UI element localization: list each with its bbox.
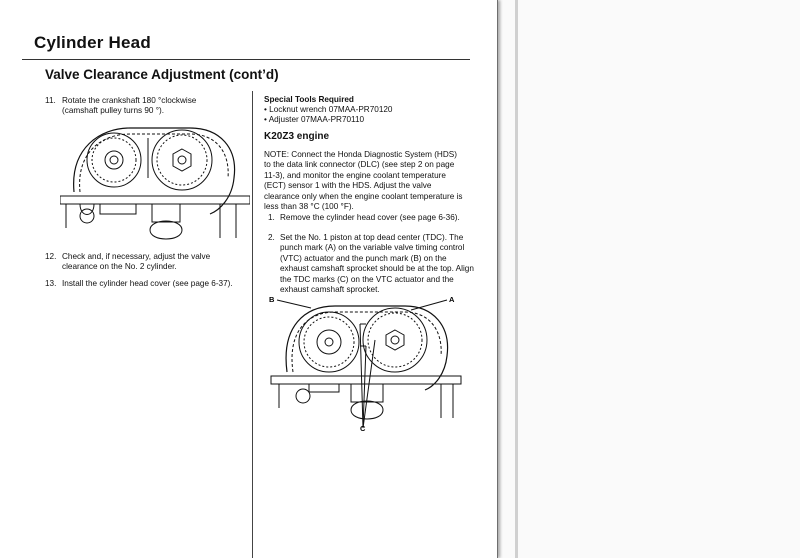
engine-heading: K20Z3 engine <box>264 131 330 142</box>
section-subtitle: Valve Clearance Adjustment (cont’d) <box>45 67 279 82</box>
step-number: 12. <box>45 252 57 261</box>
label-a: A <box>449 295 455 304</box>
step-text: Remove the cylinder head cover (see page 6-36). <box>280 213 460 222</box>
camshaft-diagram-left <box>60 118 250 248</box>
title-divider <box>22 59 470 60</box>
special-tools-heading: Special Tools Required <box>264 95 354 104</box>
vtc-timing-diagram <box>265 290 465 435</box>
viewer-background <box>499 0 800 558</box>
note-text: NOTE: Connect the Honda Diagnostic System (HDS) to the data link connector (DLC) (see step 2 on page 11-3), and monitor the engine coolant temperature (ECT) sensor 1 with the HDS. Adjust the valve clearance only when the engine coolant temperature is less than 38 °C (100 °F). <box>264 150 463 212</box>
step-number: 2. <box>268 233 275 242</box>
step-number: 1. <box>268 213 275 222</box>
tool-item: • Locknut wrench 07MAA-PR70120 <box>264 105 393 114</box>
label-c: C <box>360 424 366 433</box>
page-title: Cylinder Head <box>34 33 151 52</box>
step-number: 13. <box>45 279 57 288</box>
step-text: Rotate the crankshaft 180 °clockwise (camshaft pulley turns 90 °). <box>62 96 197 116</box>
step-text: Set the No. 1 piston at top dead center (TDC). The punch mark (A) on the variable valve timing control (VTC) actuator and the punch mark (B) on the exhaust camshaft sprocket should be at the top. Align the TDC marks (C) on the VTC actuator and the exhaust camshaft sprocket. <box>280 233 474 295</box>
step-text: Check and, if necessary, adjust the valve clearance on the No. 2 cylinder. <box>62 252 211 272</box>
column-divider <box>252 91 253 558</box>
step-text: Install the cylinder head cover (see page 6-37). <box>62 279 233 288</box>
tool-item: • Adjuster 07MAA-PR70110 <box>264 115 365 124</box>
step-number: 11. <box>45 96 56 105</box>
label-b: B <box>269 295 275 304</box>
viewer-scrollbar[interactable] <box>515 0 518 558</box>
